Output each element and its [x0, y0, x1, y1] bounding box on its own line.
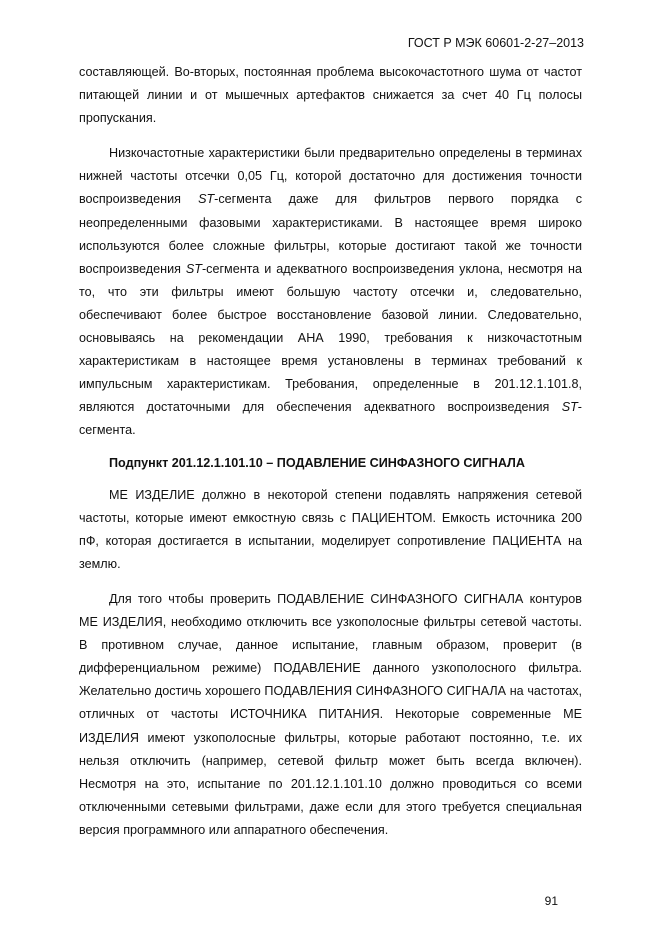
- st-abbreviation: ST: [561, 400, 578, 415]
- st-abbreviation: ST: [185, 261, 202, 276]
- paragraph-cmrr-test: Для того чтобы проверить ПОДАВЛЕНИЕ СИНФАЗНОГО СИГНАЛА контуров МЕ ИЗДЕЛИЯ, необходимо отключить все узкополосные фильтры сетевой частоты. В противном случае, данное испытание, главным образом, проверит (в дифференциальном режиме) ПОДАВЛЕНИЕ данного узкополосного фильтра. Желательно достичь хорошего ПОДАВЛЕНИЯ СИНФАЗНОГО СИГНАЛА на частотах, отличных от частоты ИСТОЧНИКА ПИТАНИЯ. Некоторые современные МЕ ИЗДЕЛИЯ имеют узкополосные фильтры, которые работают постоянно, т.е. их нельзя отключить (например, сетевой фильтр может быть всегда включен). Несмотря на это, испытание по 201.12.1.101.10 должно проводиться со всеми отключенными сетевыми фильтрами, даже если для этого требуется специальная версия программного или аппаратного обеспечения.: [79, 591, 582, 837]
- paragraph-text: -сегмента даже для фильтров первого порядка с неопределенными фазовыми характеристиками. В настоящее время широко используются более сложные фильтры, которые достигают такой же точности воспроизведения: [79, 192, 582, 276]
- page-number: 91: [544, 894, 558, 908]
- document-body: [79, 61, 582, 842]
- subclause-heading: Подпункт 201.12.1.101.10 – ПОДАВЛЕНИЕ СИНФАЗНОГО СИГНАЛА: [109, 455, 525, 470]
- paragraph-low-frequency: [79, 142, 582, 442]
- paragraph-text: -сегмента.: [79, 400, 582, 438]
- paragraph-text: -сегмента и адекватного воспроизведения уклона, несмотря на то, что эти фильтры имеют большую частоту отсечки и, следовательно, обеспечивают более быстрое восстановление базовой линии. Следовательно, основываясь на рекомендации АНА 1990, требования к низкочастотным характеристикам в настоящее время установлены в терминах требований к импульсным характеристикам. Требования, определенные в 201.12.1.101.8, являются достаточными для обеспечения адекватного воспроизведения: [79, 261, 582, 415]
- standard-header: ГОСТ Р МЭК 60601-2-27–2013: [407, 36, 584, 50]
- paragraph-me-device: МЕ ИЗДЕЛИЕ должно в некоторой степени подавлять напряжения сетевой частоты, которые имеют емкостную связь с ПАЦИЕНТОМ. Емкость источника 200 пФ, которая достигается в испытании, моделирует сопротивление ПАЦИЕНТА на землю.: [79, 487, 582, 571]
- paragraph-continuation: составляющей. Во-вторых, постоянная проблема высокочастотного шума от частот питающей линии и от мышечных артефактов снижается за счет 40 Гц полосы пропускания.: [79, 65, 582, 126]
- st-abbreviation: ST: [198, 192, 215, 207]
- paragraph-text: Низкочастотные характеристики были предварительно определены в терминах нижней частоты отсечки 0,05 Гц, которой достаточно для достижения точности воспроизведения: [79, 146, 582, 207]
